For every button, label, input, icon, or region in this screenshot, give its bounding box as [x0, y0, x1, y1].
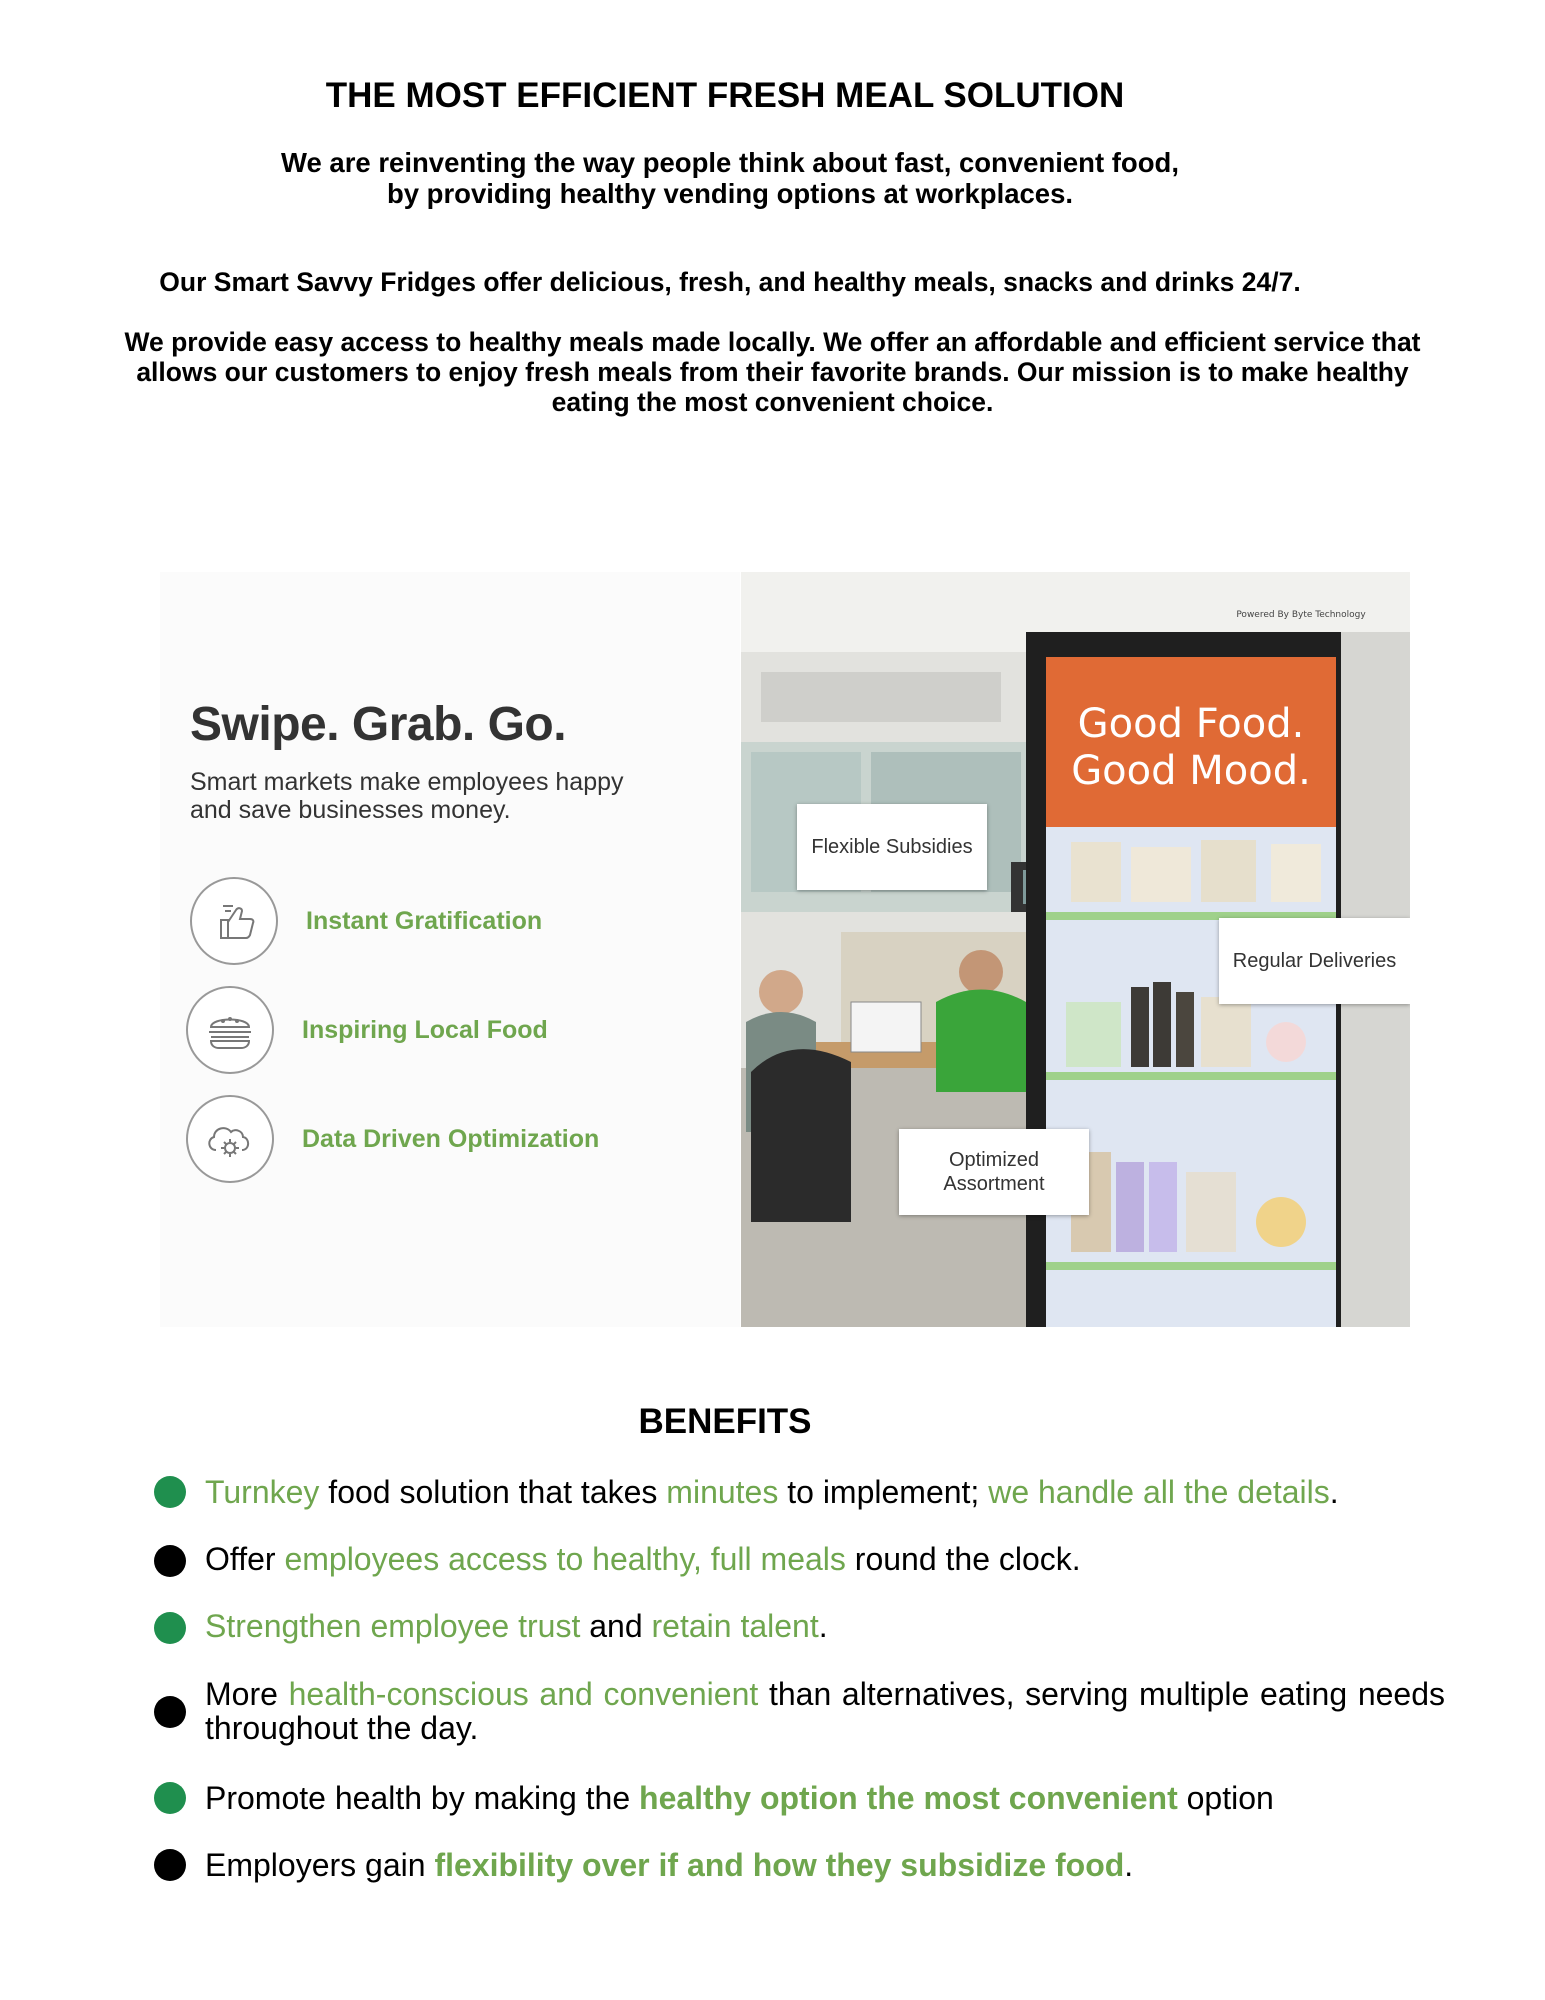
bullet-dot — [154, 1476, 186, 1508]
benefit-4 — [205, 1677, 1445, 1745]
benefit-2-part-2: employees access to healthy, full meals — [284, 1541, 846, 1577]
benefit-6-part-2: flexibility over if and how they subsidize food — [434, 1847, 1125, 1883]
benefit-1-part-6: . — [1329, 1474, 1339, 1510]
benefit-3 — [205, 1609, 1445, 1643]
fridges-paragraph: Our Smart Savvy Fridges offer delicious, fresh, and healthy meals, snacks and drinks 24/7. — [159, 267, 1301, 297]
swipe-headline: Swipe. Grab. Go. — [190, 698, 567, 751]
benefit-5-part-3: option — [1177, 1780, 1274, 1816]
office-fridge-photo — [741, 572, 1410, 1327]
benefit-4-part-3: than alternatives, serving multiple eating needs throughout the day. — [205, 1676, 1446, 1746]
benefit-1-part-5: we handle all the details — [988, 1474, 1330, 1510]
burger-icon — [186, 986, 274, 1074]
thumbs-up-icon — [190, 877, 278, 965]
benefit-3-part-3: retain talent — [651, 1608, 819, 1644]
benefit-1-part-4: to implement; — [778, 1474, 989, 1510]
feature-label: Instant Gratification — [306, 906, 543, 935]
benefit-1-part-3: minutes — [666, 1474, 779, 1510]
feature-data-driven-optimization — [186, 1095, 599, 1183]
benefit-3-part-2: and — [580, 1608, 652, 1644]
bullet-dot — [154, 1696, 186, 1728]
callout-flexible-subsidies: Flexible Subsidies — [797, 804, 987, 890]
benefit-6-part-1: Employers gain — [205, 1847, 435, 1883]
fridge-sign-line-1: Good Food. — [1077, 701, 1305, 747]
feature-inspiring-local-food — [186, 986, 548, 1074]
swipe-subline: Smart markets make employees happy and save businesses money. — [190, 768, 624, 824]
callout-optimized-assortment: Optimized Assortment — [899, 1129, 1089, 1215]
callout-regular-deliveries: Regular Deliveries — [1219, 918, 1410, 1004]
feature-label: Data Driven Optimization — [302, 1124, 600, 1153]
page-title: THE MOST EFFICIENT FRESH MEAL SOLUTION — [325, 76, 1125, 115]
benefit-2-part-1: Offer — [205, 1541, 285, 1577]
fridge-sign-line-2: Good Mood. — [1071, 748, 1311, 794]
benefit-3-part-4: . — [818, 1608, 828, 1644]
bullet-dot — [154, 1545, 186, 1577]
benefit-6-part-3: . — [1124, 1847, 1134, 1883]
benefit-1-part-1: Turnkey — [205, 1474, 320, 1510]
mission-paragraph: We provide easy access to healthy meals made locally. We offer an affordable and efficient service that allows our customers to enjoy fresh meals from their favorite brands. Our mission is to make healthy eating the most convenient choice. — [124, 327, 1421, 417]
benefit-5-part-2: healthy option the most convenient — [639, 1780, 1178, 1816]
benefit-4-part-1: More — [205, 1676, 289, 1712]
intro-line-2: by providing healthy vending options at workplaces. — [386, 178, 1074, 209]
benefit-3-part-1: Strengthen employee trust — [205, 1608, 581, 1644]
intro-line-1: We are reinventing the way people think about fast, convenient food, — [281, 147, 1179, 178]
benefit-5-part-1: Promote health by making the — [205, 1780, 640, 1816]
benefit-1-part-2: food solution that takes — [319, 1474, 667, 1510]
benefit-1 — [205, 1475, 1445, 1509]
benefits-title: BENEFITS — [638, 1402, 812, 1441]
benefit-5 — [205, 1781, 1445, 1815]
bullet-dot — [154, 1849, 186, 1881]
feature-instant-gratification — [190, 877, 542, 965]
intro-text — [180, 147, 1280, 209]
benefit-2 — [205, 1542, 1445, 1576]
powered-by-text: Powered By Byte Technology — [1236, 610, 1366, 620]
benefit-6 — [205, 1848, 1445, 1882]
feature-label: Inspiring Local Food — [302, 1015, 548, 1044]
benefit-4-part-2: health-conscious and convenient — [288, 1676, 759, 1712]
benefit-2-part-3: round the clock. — [845, 1541, 1081, 1577]
bullet-dot — [154, 1612, 186, 1644]
bullet-dot — [154, 1782, 186, 1814]
cloud-gear-icon — [186, 1095, 274, 1183]
